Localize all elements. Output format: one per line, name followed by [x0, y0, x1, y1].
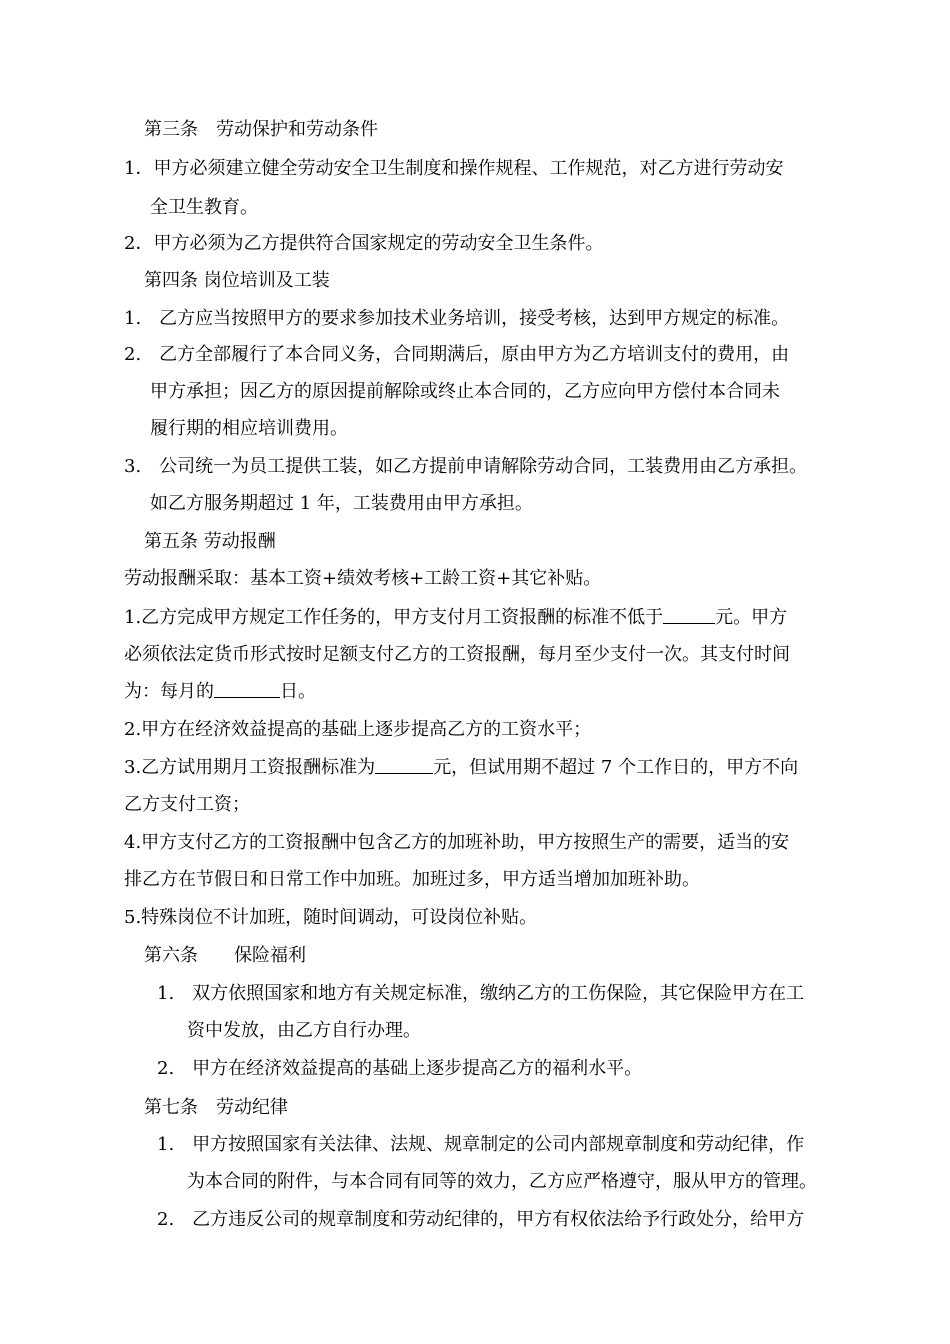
- article-5-item-4-line-2: 排乙方在节假日和日常工作中加班。加班过多，甲方适当增加加班补助。: [124, 869, 700, 890]
- article-7-heading: 第七条 劳动纪律: [144, 1097, 288, 1118]
- article-5-item-2: 2.甲方在经济效益提高的基础上逐步提高乙方的工资水平；: [124, 719, 592, 740]
- article-5-item-3-text-before-blank: 3.乙方试用期月工资报酬标准为: [124, 757, 376, 778]
- article-4-item-3-line-1: 3. 公司统一为员工提供工装，如乙方提前申请解除劳动合同，工装费用由乙方承担。: [124, 456, 808, 477]
- probation-salary-blank: [375, 754, 433, 774]
- pay-day-text-before-blank: 为：每月的: [124, 681, 214, 702]
- article-4-heading: 第四条 岗位培训及工装: [144, 270, 330, 291]
- article-3-item-1-line-1: 1．甲方必须建立健全劳动安全卫生制度和操作规程、工作规范，对乙方进行劳动安: [124, 158, 784, 179]
- article-5-item-1-text-before-blank: 1.乙方完成甲方规定工作任务的，甲方支付月工资报酬的标准不低于: [124, 607, 664, 628]
- article-5-item-1-line-2: 必须依法定货币形式按时足额支付乙方的工资报酬，每月至少支付一次。其支付时间: [124, 644, 790, 665]
- article-4-item-2-line-3: 履行期的相应培训费用。: [150, 418, 348, 439]
- article-4-item-1: 1. 乙方应当按照甲方的要求参加技术业务培训，接受考核，达到甲方规定的标准。: [124, 308, 790, 329]
- article-3-item-2: 2．甲方必须为乙方提供符合国家规定的劳动安全卫生条件。: [124, 233, 604, 254]
- article-4-item-2-line-1: 2. 乙方全部履行了本合同义务，合同期满后，原由甲方为乙方培训支付的费用，由: [124, 344, 790, 365]
- article-5-item-3-line-2: 乙方支付工资；: [124, 794, 250, 815]
- article-7-item-1-line-2: 为本合同的附件，与本合同有同等的效力，乙方应严格遵守，服从甲方的管理。: [187, 1171, 817, 1192]
- article-5-item-1-line-3: [124, 677, 316, 707]
- article-5-item-1-line-1: [124, 603, 787, 633]
- article-5-heading: 第五条 劳动报酬: [144, 531, 276, 552]
- article-5-item-3-line-1: [124, 753, 798, 783]
- article-6-item-1-line-2: 资中发放，由乙方自行办理。: [187, 1020, 421, 1041]
- article-6-item-2: 2. 甲方在经济效益提高的基础上逐步提高乙方的福利水平。: [157, 1058, 643, 1079]
- article-5-intro: 劳动报酬采取：基本工资+绩效考核+工龄工资+其它补贴。: [124, 568, 602, 589]
- article-7-item-1-line-1: 1. 甲方按照国家有关法律、法规、规章制定的公司内部规章制度和劳动纪律，作: [157, 1134, 805, 1155]
- article-3-item-1-line-2: 全卫生教育。: [150, 197, 258, 218]
- article-7-item-2-line-1: 2. 乙方违反公司的规章制度和劳动纪律的，甲方有权依法给予行政处分，给甲方: [157, 1209, 805, 1230]
- article-4-item-2-line-2: 甲方承担；因乙方的原因提前解除或终止本合同的，乙方应向甲方偿付本合同未: [150, 381, 780, 402]
- article-6-heading: 第六条 保险福利: [144, 945, 306, 966]
- article-4-item-3-line-2: 如乙方服务期超过 1 年，工装费用由甲方承担。: [150, 493, 533, 514]
- article-5-item-4-line-1: 4.甲方支付乙方的工资报酬中包含乙方的加班补助，甲方按照生产的需要，适当的安: [124, 832, 790, 853]
- article-5-item-1-text-after-blank: 元。甲方: [715, 607, 788, 628]
- article-5-item-5: 5.特殊岗位不计加班，随时间调动，可设岗位补贴。: [124, 907, 538, 928]
- article-6-item-1-line-1: 1. 双方依照国家和地方有关规定标准，缴纳乙方的工伤保险，其它保险甲方在工: [157, 983, 805, 1004]
- pay-day-text-after-blank: 日。: [280, 681, 316, 702]
- pay-day-blank: [214, 678, 280, 698]
- article-3-heading: 第三条 劳动保护和劳动条件: [144, 119, 378, 140]
- salary-amount-blank: [663, 604, 715, 624]
- article-5-item-3-text-after-blank: 元，但试用期不超过 7 个工作日的，甲方不向: [433, 757, 799, 778]
